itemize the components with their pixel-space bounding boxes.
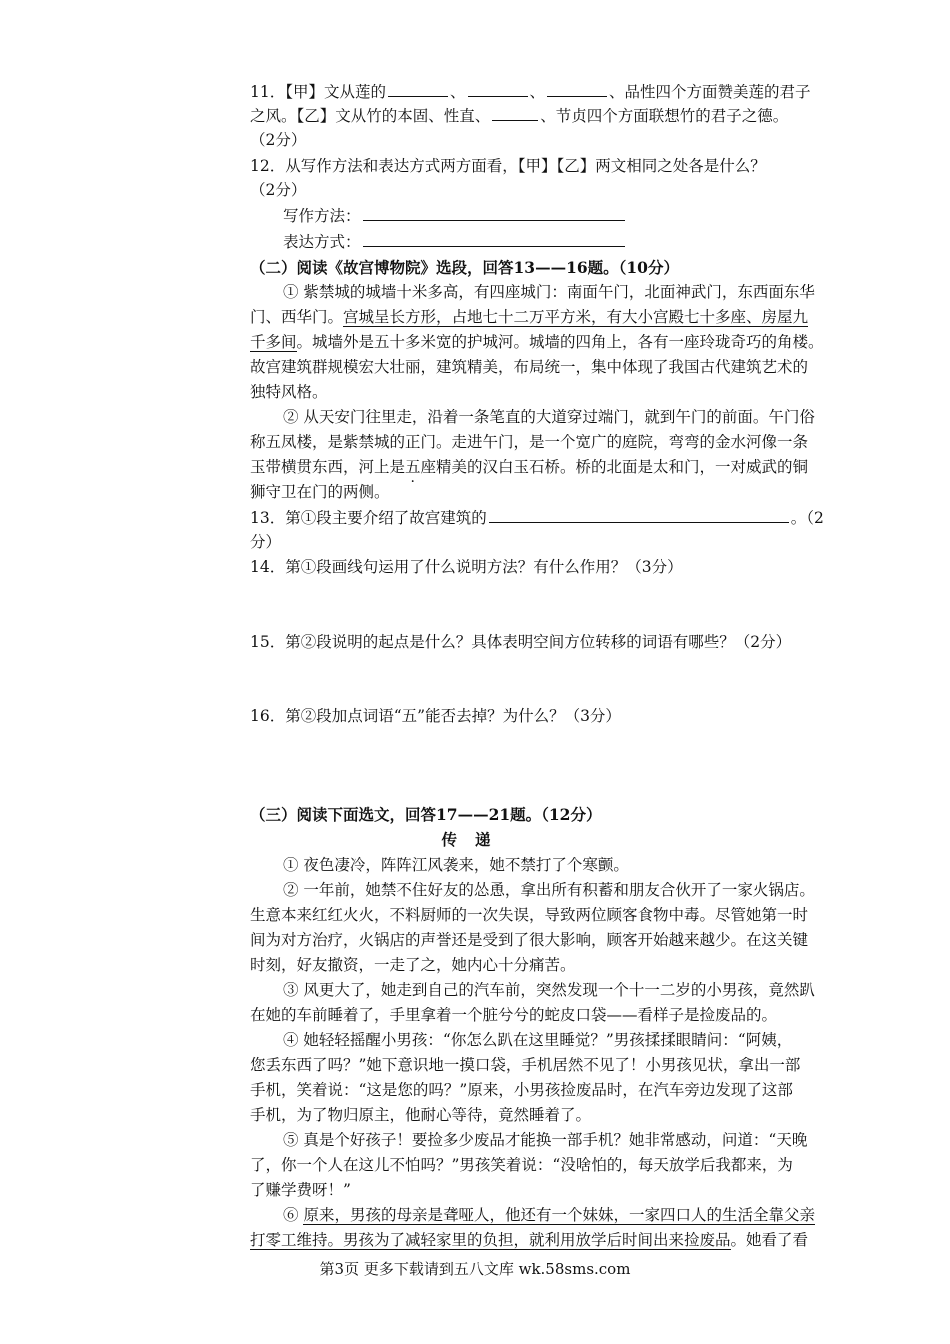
page-footer: 第3页 更多下载请到五八文库 wk.58sms.com [319, 1260, 631, 1278]
q14: 14．第①段画线句运用了什么说明方法？有什么作用？（3分） [250, 558, 683, 576]
answer-blank[interactable] [492, 104, 538, 121]
s2-p1-line5: 独特风格。 [250, 383, 328, 401]
s2-p1-line3: 千多间。城墙外是五十多米宽的护城河。城墙的四角上，各有一座玲珑奇巧的角楼。 [250, 333, 824, 351]
q13-line1: 13．第①段主要介绍了故宫建筑的 。（2 [250, 506, 824, 530]
s2-p1-line1: ① 紫禁城的城墙十米多高，有四座城门：南面午门，北面神武门，东西面东华 [283, 283, 815, 301]
q11-line2: 之风。【乙】文从竹的本固、性直、 、节贞四个方面联想竹的君子之德。 [250, 104, 788, 128]
s2-p2-line4: 狮守卫在门的两侧。 [250, 483, 390, 501]
s3-p3-line2: 在她的车前睡着了，手里拿着一个脏兮兮的蛇皮口袋——看样子是捡废品的。 [250, 1006, 778, 1024]
method-answer-blank[interactable] [363, 204, 625, 221]
s2-p2-line3: 玉带横贯东西，河上是五座精美的汉白玉石桥。桥的北面是太和门，一对威武的铜 [250, 458, 809, 476]
s3-p2-line3: 间为对方治疗，火锅店的声誉还是受到了很大影响，顾客开始越来越少。在这关键 [250, 931, 809, 949]
answer-blank[interactable] [388, 80, 448, 97]
q16: 16．第②段加点词语“五”能否去掉？为什么？（3分） [250, 707, 621, 725]
q12-line1: 12．从写作方法和表达方式两方面看，【甲】【乙】两文相同之处各是什么？ [250, 157, 766, 175]
underlined-sentence: 千多间 [250, 333, 297, 351]
underlined-sentence: 打零工维持。男孩为了减轻家里的负担，就利用放学后时间出来捡废品 [250, 1231, 731, 1249]
answer-blank[interactable] [547, 80, 607, 97]
q12-method-row [283, 204, 627, 228]
underlined-sentence: 宫城呈长方形，占地七十二万平方米，有大小宫殿七十多座、房屋九 [343, 308, 809, 326]
s3-p6-line2: 打零工维持。男孩为了减轻家里的负担，就利用放学后时间出来捡废品。她看了看 [250, 1231, 809, 1249]
s3-p2-line2: 生意本来红红火火，不料厨师的一次失误，导致两位顾客食物中毒。尽管她第一时 [250, 906, 809, 924]
s3-p2-line4: 时刻，好友撤资，一走了之，她内心十分痛苦。 [250, 956, 576, 974]
s3-p6-line1: ⑥ 原来，男孩的母亲是聋哑人，他还有一个妹妹，一家四口人的生活全靠父亲 [283, 1206, 815, 1224]
s2-p1-line2: 门、西华门。宫城呈长方形，占地七十二万平方米，有大小宫殿七十多座、房屋九 [250, 308, 809, 326]
s3-p1: ① 夜色凄冷，阵阵江风袭来，她不禁打了个寒颤。 [283, 856, 629, 874]
expression-answer-blank[interactable] [363, 230, 625, 247]
section2-title: （二）阅读《故宫博物院》选段，回答13——16题。（10分） [250, 258, 679, 277]
s3-p5-line3: 了赚学费呀！” [250, 1181, 351, 1199]
s3-p5-line1: ⑤ 真是个好孩子！要捡多少废品才能换一部手机？她非常感动，问道：“天晚 [283, 1131, 808, 1149]
s2-p2-line1: ② 从天安门往里走，沿着一条笔直的大道穿过端门，就到午门的前面。午门俗 [283, 408, 815, 426]
s3-p2-line1: ② 一年前，她禁不住好友的怂恿，拿出所有积蓄和朋友合伙开了一家火锅店。 [283, 881, 815, 899]
q11-score: （2分） [250, 131, 307, 149]
q11-line1: 11．【甲】文从莲的 、 、 、品性四个方面赞美莲的君子 [250, 80, 811, 104]
s2-p2-line2: 称五凤楼，是紫禁城的正门。走进午门，是一个宽广的庭院，弯弯的金水河像一条 [250, 433, 809, 451]
q12-expression-row [283, 230, 627, 254]
q13-line2: 分） [250, 533, 282, 551]
s3-p4-line2: 您丢东西了吗？”她下意识地一摸口袋，手机居然不见了！小男孩见状，拿出一部 [250, 1056, 801, 1074]
answer-blank[interactable] [468, 80, 528, 97]
q12-score: （2分） [250, 181, 307, 199]
q13-answer-blank[interactable] [489, 506, 789, 523]
underlined-sentence: 原来，男孩的母亲是聋哑人，他还有一个妹妹，一家四口人的生活全靠父亲 [303, 1206, 815, 1224]
s3-p3-line1: ③ 风更大了，她走到自己的汽车前，突然发现一个十一二岁的小男孩，竟然趴 [283, 981, 815, 999]
s3-p4-line3: 手机，笑着说：“这是您的吗？”原来，小男孩捡废品时，在汽车旁边发现了这部 [250, 1081, 793, 1099]
s3-p5-line2: 了，你一个人在这儿不怕吗？”男孩笑着说：“没啥怕的，每天放学后我都来，为 [250, 1156, 793, 1174]
dotted-word: 五 [405, 458, 421, 476]
s2-p1-line4: 故宫建筑群规模宏大壮丽，建筑精美，布局统一，集中体现了我国古代建筑艺术的 [250, 358, 809, 376]
story-title: 传递 [441, 830, 509, 849]
section3-title: （三）阅读下面选文，回答17——21题。（12分） [250, 805, 602, 824]
expression-label: 表达方式： [283, 233, 361, 251]
method-label: 写作方法： [283, 207, 361, 225]
s3-p4-line1: ④ 她轻轻摇醒小男孩：“你怎么趴在这里睡觉？”男孩揉揉眼睛问：“阿姨， [283, 1031, 793, 1049]
s3-p4-line4: 手机，为了物归原主，他耐心等待，竟然睡着了。 [250, 1106, 592, 1124]
q15: 15．第②段说明的起点是什么？具体表明空间方位转移的词语有哪些？（2分） [250, 633, 792, 651]
